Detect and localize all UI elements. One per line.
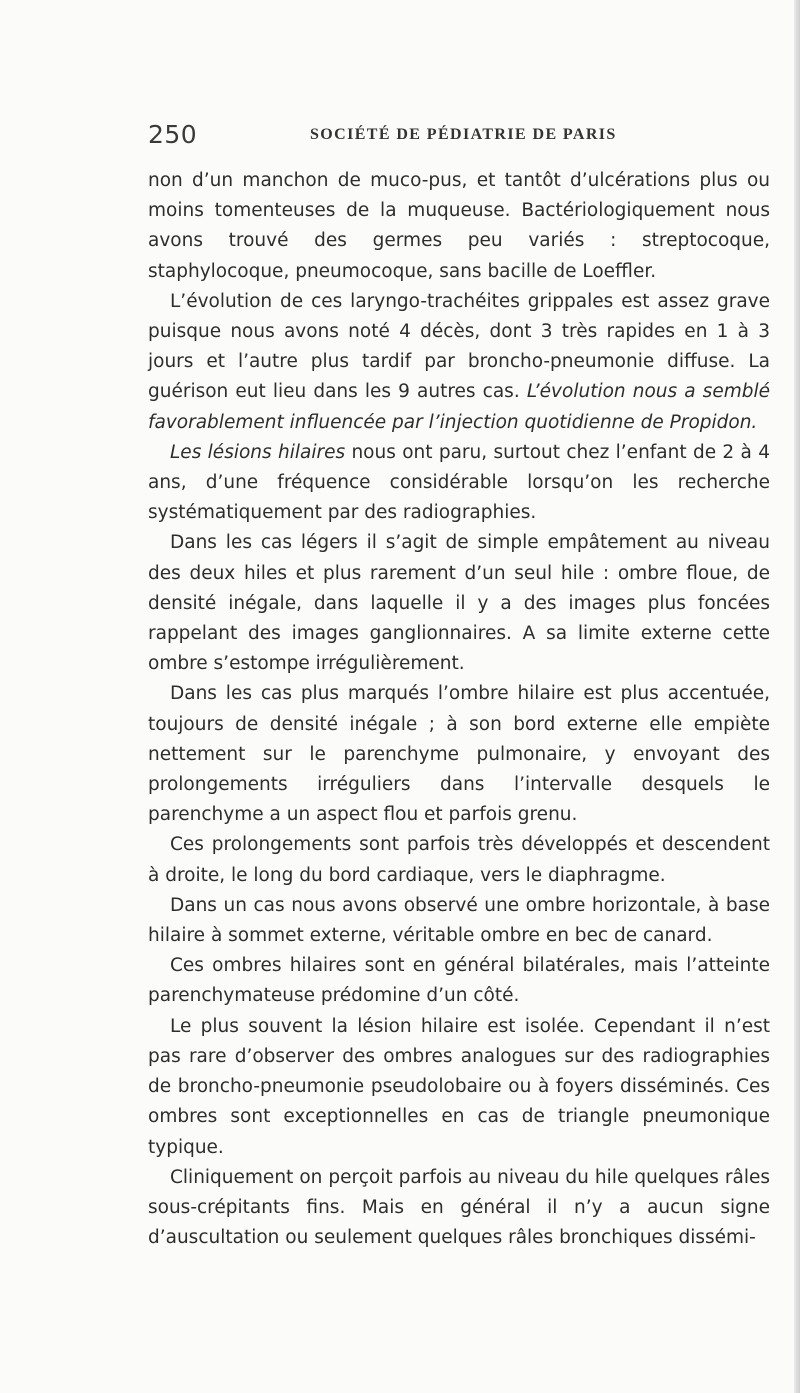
page-header bbox=[148, 120, 768, 154]
paragraph bbox=[148, 166, 770, 287]
text-segment: Ces ombres hilaires sont en général bilatérales, mais l’atteinte parenchymateuse prédomine d’un côté. bbox=[148, 955, 770, 1007]
body-text bbox=[148, 166, 770, 1253]
paragraph bbox=[148, 438, 770, 529]
text-segment: Le plus souvent la lésion hilaire est isolée. Cependant il n’est pas rare d’observer des ombres analogues sur des radiographies de broncho-pneumonie pseudolobaire ou à foyers disséminés. Ces ombres sont exceptionnelles en cas de triangle pneumonique typique. bbox=[148, 1015, 770, 1158]
page-number: 250 bbox=[148, 120, 198, 149]
running-title: SOCIÉTÉ DE PÉDIATRIE DE PARIS bbox=[310, 126, 617, 143]
text-segment: L’évolution de ces laryngo-trachéites grippales est assez grave puisque nous avons noté 4 décès, dont 3 très rapides en 1 à 3 jours et l’autre plus tardif par broncho-pneumonie diffuse. La guérison eut lieu dans les 9 autres cas. bbox=[148, 290, 770, 403]
paragraph bbox=[148, 287, 770, 438]
text-segment: Dans les cas légers il s’agit de simple empâtement au niveau des deux hiles et plus rarement d’un seul hile : ombre floue, de densité inégale, dans laquelle il y a des images plus foncées rappelant des images ganglionnaires. A sa limite externe cette ombre s’estompe irrégulièrement. bbox=[148, 532, 770, 675]
italic-text-segment: Les lésions hilaires bbox=[170, 441, 346, 463]
italic-text-segment: L’évolution nous a semblé favorablement influencée par l’injection quotidienne de Propidon. bbox=[148, 381, 770, 433]
text-segment: non d’un manchon de muco-pus, et tantôt d’ulcérations plus ou moins tomenteuses de la muqueuse. Bactériologiquement nous avons trouvé des germes peu variés : streptocoque, staphylocoque, pneumocoque, sans bacille de Loeffler. bbox=[148, 170, 770, 282]
paragraph bbox=[148, 951, 770, 1011]
text-segment: Dans les cas plus marqués l’ombre hilaire est plus accentuée, toujours de densité inégale ; à son bord externe elle empiète nettement sur le parenchyme pulmonaire, y envoyant des prolongements irréguliers dans l’intervalle desquels le parenchyme a un aspect flou et parfois grenu. bbox=[148, 683, 770, 826]
paragraph bbox=[148, 830, 770, 890]
paragraph bbox=[148, 1012, 770, 1163]
text-segment: Dans un cas nous avons observé une ombre horizontale, à base hilaire à sommet externe, véritable ombre en bec de canard. bbox=[148, 894, 770, 947]
paragraph bbox=[148, 679, 770, 830]
text-segment: Cliniquement on perçoit parfois au niveau du hile quelques râles sous-crépitants fins. Mais en général il n’y a aucun signe d’auscultation ou seulement quelques râles bronchiques dissémi- bbox=[148, 1166, 770, 1249]
paragraph bbox=[148, 891, 770, 951]
page-edge-shadow bbox=[794, 0, 800, 1393]
paragraph bbox=[148, 528, 770, 679]
text-segment: nous ont paru, surtout chez l’enfant de 2 à 4 ans, d’une fréquence considérable lorsqu’on les recherche systématiquement par des radiographies. bbox=[148, 441, 770, 524]
paragraph bbox=[148, 1163, 770, 1254]
text-segment: Ces prolongements sont parfois très développés et descendent à droite, le long du bord cardiaque, vers le diaphragme. bbox=[148, 834, 770, 886]
